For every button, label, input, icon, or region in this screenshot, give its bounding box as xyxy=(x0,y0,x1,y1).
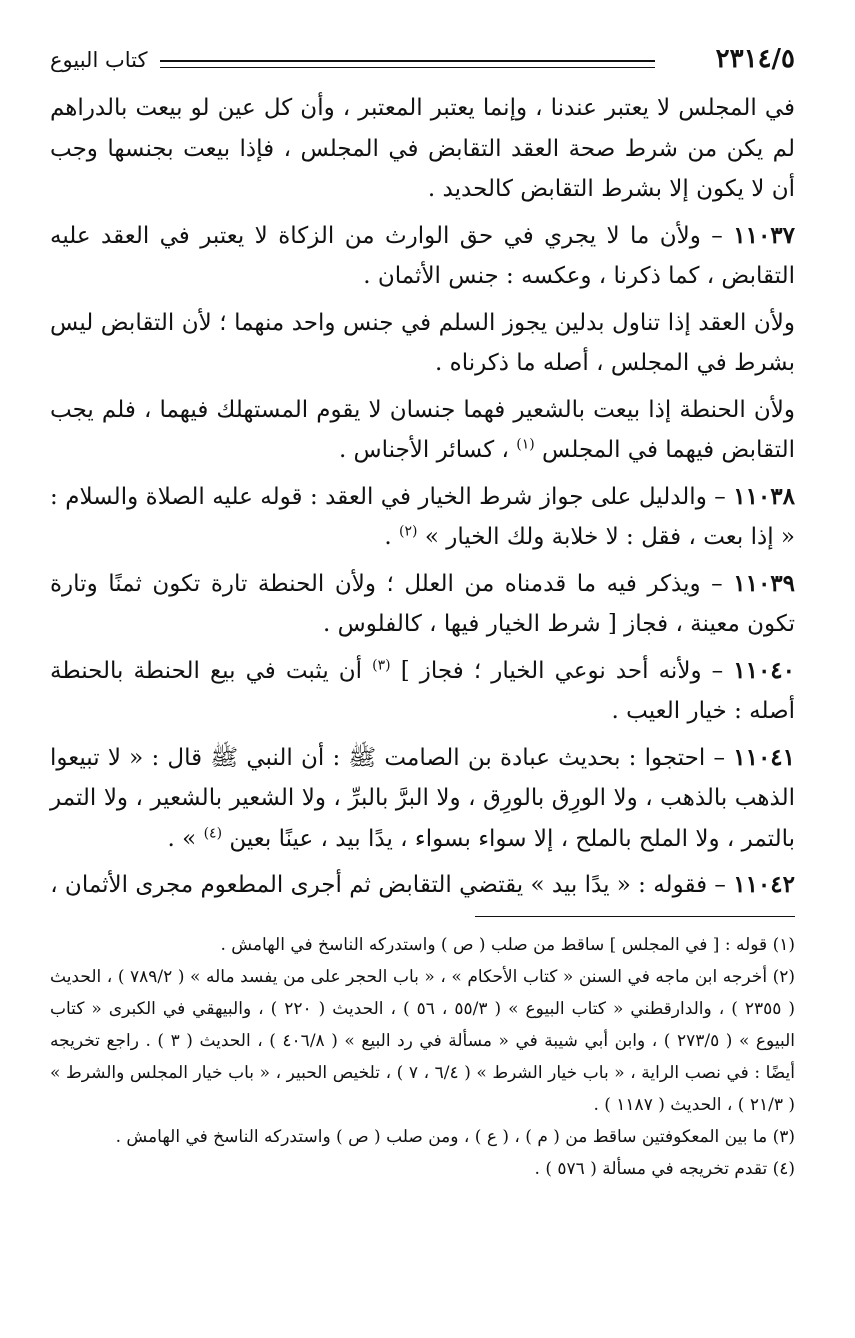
footnotes xyxy=(50,929,795,1185)
paragraph-text-continued: ، كسائر الأجناس . xyxy=(338,437,509,463)
issue-number: ١١٠٤٢ xyxy=(733,871,795,898)
paragraph xyxy=(50,303,795,384)
paragraph xyxy=(50,88,795,210)
paragraph-text: – فقوله : « يدًا بيد » يقتضي التقابض ثم أجرى المطعوم مجرى الأثمان ، xyxy=(50,872,726,898)
page-header xyxy=(50,40,795,88)
issue-number: ١١٠٣٩ xyxy=(733,569,796,597)
footnote-reference[interactable]: (٣) xyxy=(372,656,391,673)
footnote: (١) قوله : [ في المجلس ] ساقط من صلب ( ص ) واستدركه الناسخ في الهامش . xyxy=(220,934,795,955)
paragraph xyxy=(50,651,795,732)
paragraph xyxy=(50,738,795,860)
paragraph-text-continued: » . xyxy=(167,825,197,852)
paragraph-text: في المجلس لا يعتبر عندنا ، وإنما يعتبر المعتبر ، وأن كل عين لو بيعت بالدراهم لم يكن من شرط صحة العقد التقابض في المجلس ، فإذا بيعت بجنسها وجب أن لا يكون إلا بشرط التقابض كالحديد . xyxy=(50,95,795,202)
paragraph-text-continued: أن يثبت في بيع الحنطة بالحنطة أصله : خيار العيب . xyxy=(50,657,795,724)
book-title: كتاب البيوع xyxy=(50,48,148,72)
footnote-reference[interactable]: (٤) xyxy=(203,824,223,841)
issue-number: ١١٠٣٨ xyxy=(733,482,795,510)
issue-number: ١١٠٤٠ xyxy=(733,656,796,684)
footnote: (٢) أخرجه ابن ماجه في السنن « كتاب الأحكام » ، « باب الحجر على من يفسد ماله » ( ٧٨٩/٢ ) ، الحديث ( ٢٣٥٥ ) ، والدارقطني « كتاب البيوع » ( ٥٥/٣ ، ٥٦ ) ، الحديث ( ٢٢٠ ) ، والبيهقي في الكبرى « كتاب البيوع » ( ٢٧٣/٥ ) ، وابن أبي شيبة في « مسألة في رد البيع » ( ٤٠٦/٨ ) ، الحديث ( ٣ ) . راجع تخريجه أيضًا : في نصب الراية ، « باب خيار الشرط » ( ٦/٤ ، ٧ ) ، تلخيص الحبير ، « باب خيار المجلس والشرط » ( ٢١/٣ ) ، الحديث ( ١١٨٧ ) . xyxy=(50,966,796,1115)
book-page xyxy=(50,40,795,1185)
paragraph-text: – احتجوا : بحديث عبادة بن الصامت ﷺ : أن النبي ﷺ قال : « لا تبيعوا الذهب بالذهب ، ولا الورِق بالورِق ، ولا البرَّ بالبرِّ ، ولا الشعير بالشعير ، ولا التمر بالتمر ، ولا الملح بالملح ، إلا سواء بسواء ، يدًا بيد ، عينًا بعين xyxy=(50,744,795,852)
paragraph xyxy=(50,564,795,645)
issue-number: ١١٠٤١ xyxy=(733,743,796,771)
paragraph-text: – ولأن ما لا يجري في حق الوارث من الزكاة لا يعتبر في العقد عليه التقابض ، كما ذكرنا ، وعكسه : جنس الأثمان . xyxy=(50,222,795,289)
paragraph xyxy=(50,390,795,471)
page-number: ٢٣١٤/٥ xyxy=(715,44,795,74)
main-text xyxy=(50,88,795,906)
footnote-reference[interactable]: (١) xyxy=(516,436,535,453)
paragraph xyxy=(50,216,795,297)
paragraph-text: – ولأنه أحد نوعي الخيار ؛ فجاز ] xyxy=(400,657,724,684)
paragraph xyxy=(50,865,795,906)
paragraph-text: – والدليل على جواز شرط الخيار في العقد : قوله عليه الصلاة والسلام : « إذا بعت ، فقل : لا خلابة ولك الخيار » xyxy=(50,483,795,550)
footnote-divider xyxy=(475,916,795,917)
footnote: (٤) تقدم تخريجه في مسألة ( ٥٧٦ ) . xyxy=(534,1158,795,1179)
issue-number: ١١٠٣٧ xyxy=(733,221,796,249)
footnote: (٣) ما بين المعكوفتين ساقط من ( م ) ، ( ع ) ، ومن صلب ( ص ) واستدركه الناسخ في الهامش . xyxy=(115,1126,795,1147)
header-rule xyxy=(160,60,655,68)
paragraph-text: ولأن الحنطة إذا بيعت بالشعير فهما جنسان لا يقوم المستهلك فيهما ، فلم يجب التقابض فيهما في المجلس xyxy=(50,396,795,463)
paragraph-text: – ويذكر فيه ما قدمناه من العلل ؛ ولأن الحنطة تارة تكون ثمنًا وتارة تكون معينة ، فجاز [ شرط الخيار فيها ، كالفلوس . xyxy=(50,570,795,637)
paragraph-text-continued: . xyxy=(384,524,392,550)
paragraph xyxy=(50,477,795,558)
paragraph-text: ولأن العقد إذا تناول بدلين يجوز السلم في جنس واحد منهما ؛ لأن التقابض ليس بشرط في المجلس ، أصله ما ذكرناه . xyxy=(50,309,795,376)
footnote-reference[interactable]: (٢) xyxy=(399,523,418,540)
